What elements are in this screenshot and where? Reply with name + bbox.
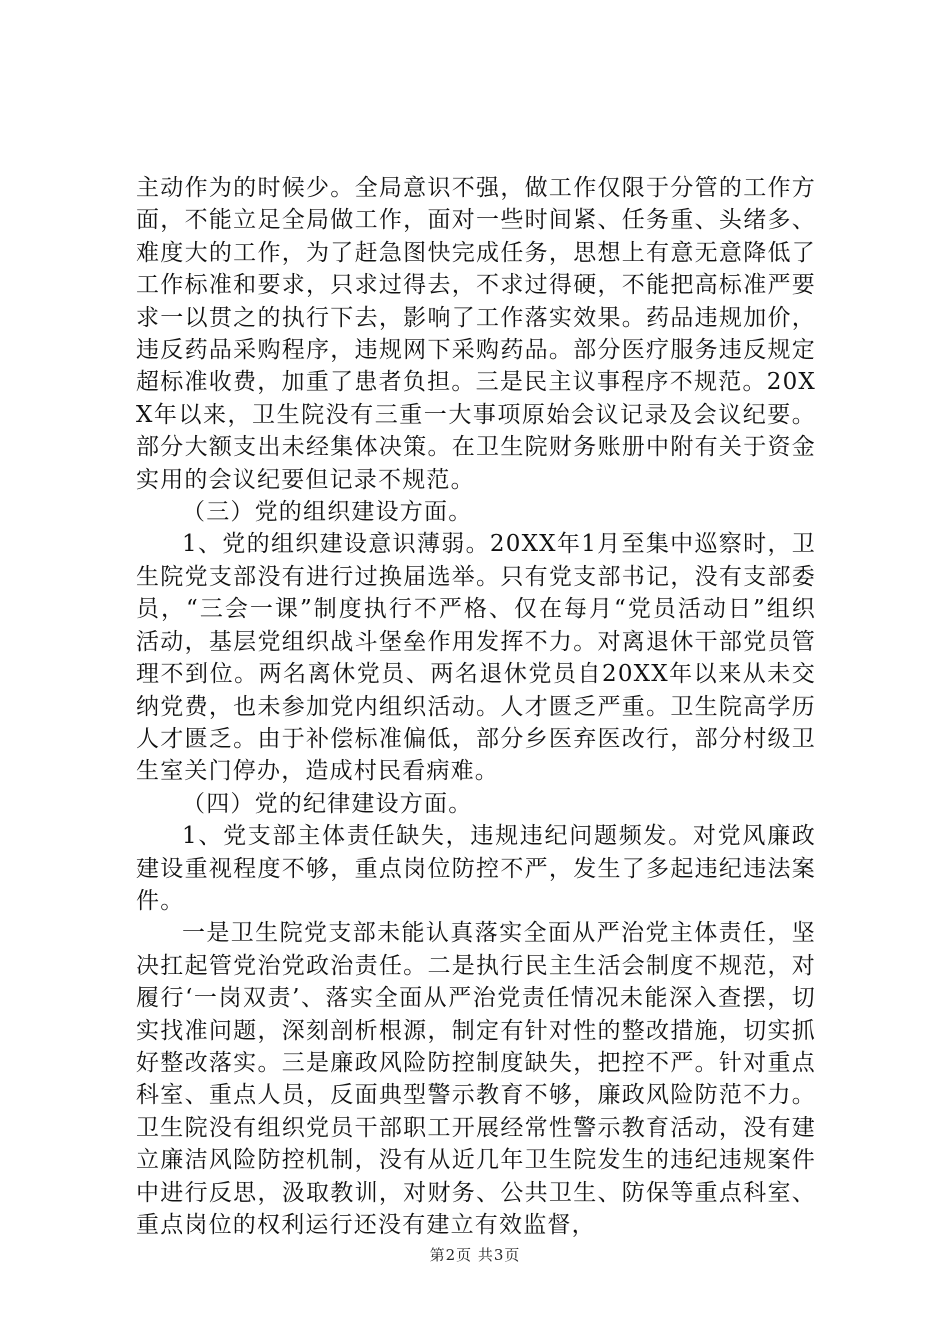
document-body [136, 172, 816, 1241]
paragraph-organization: 1、党的组织建设意识薄弱。20XX年1月至集中巡察时，卫生院党支部没有进行过换届选举。只有党支部书记，没有支部委员，“三会一课”制度执行不严格、仅在每月“党员活动日”组织活动，基层党组织战斗堡垒作用发挥不力。对离退休干部党员管理不到位。两名离休党员、两名退休党员自20XX年以来从未交纳党费，也未参加党内组织活动。人才匮乏严重。卫生院高学历人才匮乏。由于补偿标准偏低，部分乡医弃医改行，部分村级卫生室关门停办，造成村民看病难。 [136, 531, 816, 785]
section-heading-organization: （三）党的组织建设方面。 [182, 499, 473, 526]
paragraph-continuation: 主动作为的时候少。全局意识不强，做工作仅限于分管的工作方面，不能立足全局做工作，面对一些时间紧、任务重、头绪多、难度大的工作，为了赶急图快完成任务，思想上有意无意降低了工作标准和要求，只求过得去，不求过得硬，不能把高标准严要求一以贯之的执行下去，影响了工作落实效果。药品违规加价，违反药品采购程序，违规网下采购药品。部分医疗服务违反规定超标准收费，加重了患者负担。三是民主议事程序不规范。20XX年以来，卫生院没有三重一大事项原始会议记录及会议纪要。部分大额支出未经集体决策。在卫生院财务账册中附有关于资金实用的会议纪要但记录不规范。 [136, 175, 816, 493]
page-footer: 第2页 共3页 [429, 1246, 521, 1264]
section-heading-discipline: （四）党的纪律建设方面。 [182, 790, 473, 817]
paragraph-discipline-summary: 1、党支部主体责任缺失，违规违纪问题频发。对党风廉政建设重视程度不够，重点岗位防控不严，发生了多起违纪违法案件。 [136, 823, 816, 914]
paragraph-discipline-details: 一是卫生院党支部未能认真落实全面从严治党主体责任，坚决扛起管党治党政治责任。二是执行民主生活会制度不规范，对履行‘一岗双责’、落实全面从严治党责任情况未能深入查摆，切实找准问题，深刻剖析根源，制定有针对性的整改措施，切实抓好整改落实。三是廉政风险防控制度缺失，把控不严。针对重点科室、重点人员，反面典型警示教育不够，廉政风险防范不力。卫生院没有组织党员干部职工开展经常性警示教育活动，没有建立廉洁风险防控机制，没有从近几年卫生院发生的违纪违规案件中进行反思，汲取教训，对财务、公共卫生、防保等重点科室、重点岗位的权利运行还没有建立有效监督， [136, 920, 816, 1238]
